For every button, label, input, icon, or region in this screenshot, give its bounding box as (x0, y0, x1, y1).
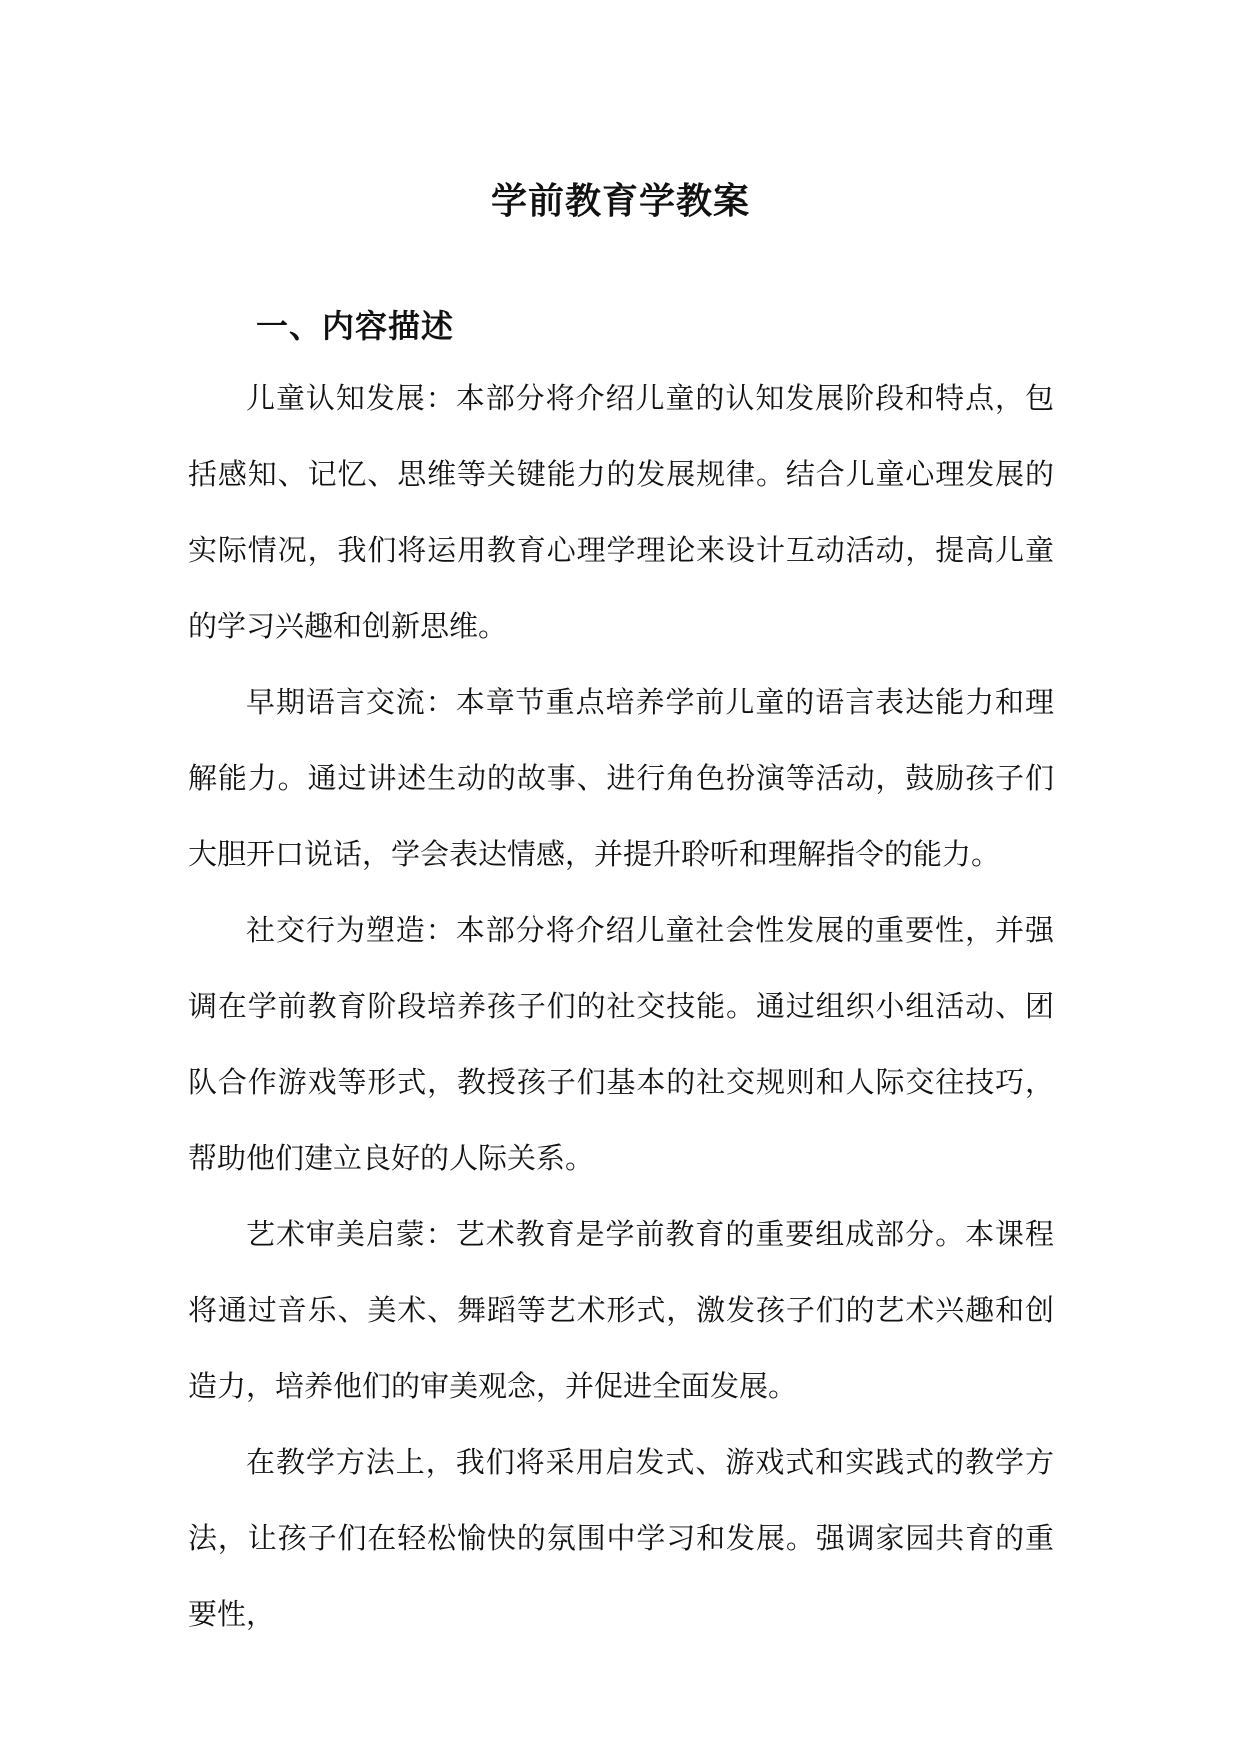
paragraph-teaching-methods: 在教学方法上，我们将采用启发式、游戏式和实践式的教学方法，让孩子们在轻松愉快的氛围中学习和发展。强调家园共育的重要性， (188, 1445, 1054, 1631)
paragraph-art-aesthetics: 艺术审美启蒙：艺术教育是学前教育的重要组成部分。本课程将通过音乐、美术、舞蹈等艺术形式，激发孩子们的艺术兴趣和创造力，培养他们的审美观念，并促进全面发展。 (188, 1217, 1054, 1403)
section-heading: 一、内容描述 (256, 306, 455, 345)
paragraph-language-communication: 早期语言交流：本章节重点培养学前儿童的语言表达能力和理解能力。通过讲述生动的故事、进行角色扮演等活动，鼓励孩子们大胆开口说话，学会表达情感，并提升聆听和理解指令的能力。 (188, 685, 1054, 871)
document-title: 学前教育学教案 (490, 180, 750, 223)
paragraph-social-behavior: 社交行为塑造：本部分将介绍儿童社会性发展的重要性，并强调在学前教育阶段培养孩子们的社交技能。通过组织小组活动、团队合作游戏等形式，教授孩子们基本的社交规则和人际交往技巧，帮助他们建立良好的人际关系。 (188, 913, 1054, 1175)
paragraph-cognitive-development: 儿童认知发展：本部分将介绍儿童的认知发展阶段和特点，包括感知、记忆、思维等关键能力的发展规律。结合儿童心理发展的实际情况，我们将运用教育心理学理论来设计互动活动，提高儿童的学习兴趣和创新思维。 (188, 381, 1054, 643)
document-body (188, 360, 1054, 1652)
